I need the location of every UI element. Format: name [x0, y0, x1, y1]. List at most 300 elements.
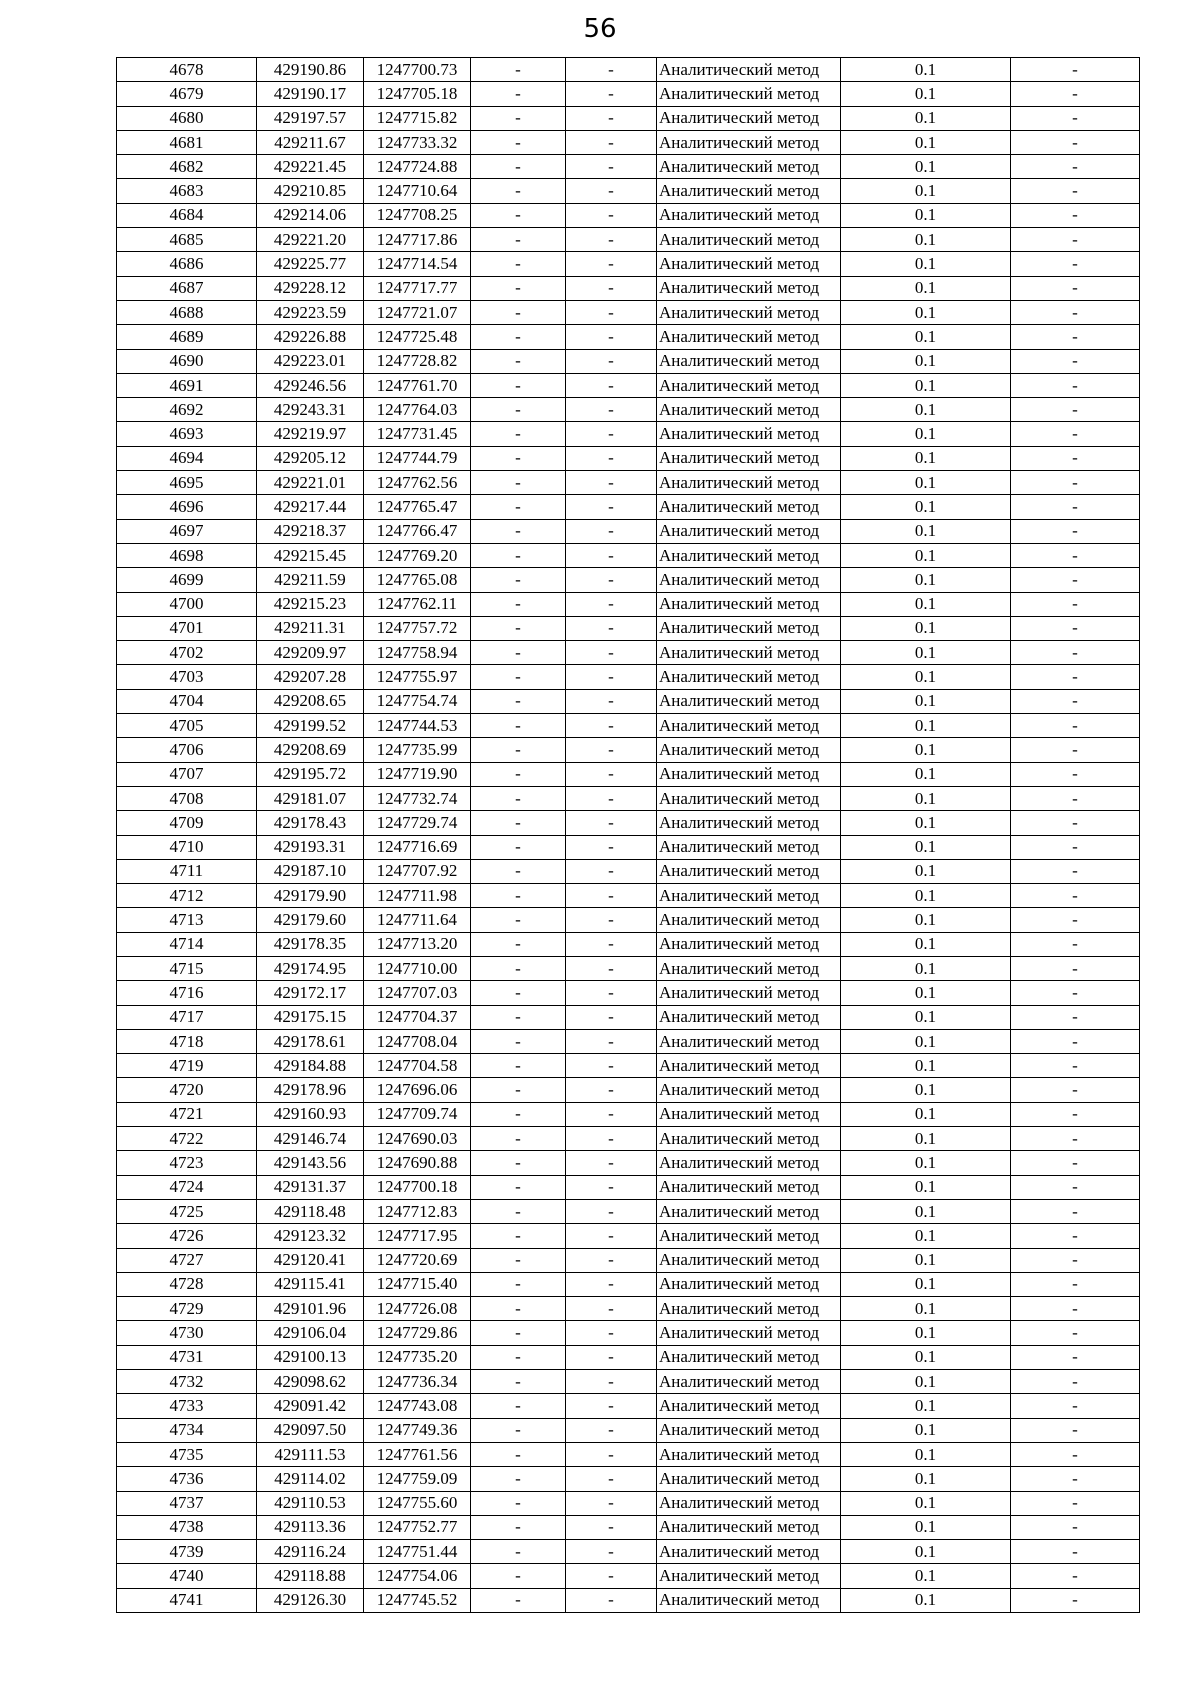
- x-coordinate-cell: 429243.31: [257, 398, 364, 422]
- y-coordinate-cell: 1247765.47: [364, 495, 471, 519]
- point-number-cell: 4730: [117, 1321, 257, 1345]
- x-coordinate-cell: 429131.37: [257, 1175, 364, 1199]
- table-row: [117, 130, 1140, 154]
- dash-cell: -: [471, 82, 566, 106]
- dash-cell: -: [471, 276, 566, 300]
- method-cell: Аналитический метод: [657, 519, 841, 543]
- point-number-cell: 4682: [117, 155, 257, 179]
- precision-cell: 0.1: [841, 1175, 1011, 1199]
- dash-cell: -: [471, 811, 566, 835]
- dash-cell: -: [471, 1442, 566, 1466]
- dash-cell: -: [1011, 1248, 1140, 1272]
- dash-cell: -: [1011, 1029, 1140, 1053]
- table-row: [117, 1418, 1140, 1442]
- dash-cell: -: [566, 228, 657, 252]
- table-row: [117, 568, 1140, 592]
- dash-cell: -: [471, 1370, 566, 1394]
- y-coordinate-cell: 1247725.48: [364, 325, 471, 349]
- precision-cell: 0.1: [841, 859, 1011, 883]
- method-cell: Аналитический метод: [657, 373, 841, 397]
- x-coordinate-cell: 429219.97: [257, 422, 364, 446]
- table-row: [117, 495, 1140, 519]
- dash-cell: -: [1011, 1054, 1140, 1078]
- x-coordinate-cell: 429178.96: [257, 1078, 364, 1102]
- dash-cell: -: [566, 1199, 657, 1223]
- dash-cell: -: [471, 1029, 566, 1053]
- table-row: [117, 616, 1140, 640]
- table-row: [117, 1297, 1140, 1321]
- dash-cell: -: [471, 373, 566, 397]
- dash-cell: -: [566, 1151, 657, 1175]
- table-row: [117, 1588, 1140, 1612]
- table-row: [117, 1370, 1140, 1394]
- dash-cell: -: [566, 349, 657, 373]
- method-cell: Аналитический метод: [657, 859, 841, 883]
- dash-cell: -: [566, 592, 657, 616]
- method-cell: Аналитический метод: [657, 543, 841, 567]
- x-coordinate-cell: 429178.43: [257, 811, 364, 835]
- dash-cell: -: [471, 908, 566, 932]
- dash-cell: -: [471, 422, 566, 446]
- table-row: [117, 1540, 1140, 1564]
- method-cell: Аналитический метод: [657, 884, 841, 908]
- precision-cell: 0.1: [841, 373, 1011, 397]
- dash-cell: -: [1011, 786, 1140, 810]
- y-coordinate-cell: 1247719.90: [364, 762, 471, 786]
- method-cell: Аналитический метод: [657, 471, 841, 495]
- dash-cell: -: [471, 325, 566, 349]
- dash-cell: -: [471, 762, 566, 786]
- table-row: [117, 543, 1140, 567]
- y-coordinate-cell: 1247704.58: [364, 1054, 471, 1078]
- x-coordinate-cell: 429246.56: [257, 373, 364, 397]
- dash-cell: -: [471, 616, 566, 640]
- x-coordinate-cell: 429215.23: [257, 592, 364, 616]
- y-coordinate-cell: 1247759.09: [364, 1467, 471, 1491]
- table-row: [117, 1005, 1140, 1029]
- x-coordinate-cell: 429225.77: [257, 252, 364, 276]
- y-coordinate-cell: 1247711.98: [364, 884, 471, 908]
- point-number-cell: 4683: [117, 179, 257, 203]
- table-row: [117, 1127, 1140, 1151]
- method-cell: Аналитический метод: [657, 300, 841, 324]
- precision-cell: 0.1: [841, 1127, 1011, 1151]
- point-number-cell: 4726: [117, 1224, 257, 1248]
- dash-cell: -: [1011, 82, 1140, 106]
- dash-cell: -: [471, 1127, 566, 1151]
- dash-cell: -: [471, 1248, 566, 1272]
- table-row: [117, 1151, 1140, 1175]
- y-coordinate-cell: 1247758.94: [364, 641, 471, 665]
- precision-cell: 0.1: [841, 689, 1011, 713]
- dash-cell: -: [566, 1442, 657, 1466]
- method-cell: Аналитический метод: [657, 82, 841, 106]
- y-coordinate-cell: 1247713.20: [364, 932, 471, 956]
- x-coordinate-cell: 429181.07: [257, 786, 364, 810]
- dash-cell: -: [471, 956, 566, 980]
- y-coordinate-cell: 1247704.37: [364, 1005, 471, 1029]
- method-cell: Аналитический метод: [657, 130, 841, 154]
- point-number-cell: 4735: [117, 1442, 257, 1466]
- precision-cell: 0.1: [841, 82, 1011, 106]
- method-cell: Аналитический метод: [657, 495, 841, 519]
- dash-cell: -: [1011, 1127, 1140, 1151]
- y-coordinate-cell: 1247710.64: [364, 179, 471, 203]
- precision-cell: 0.1: [841, 811, 1011, 835]
- table-row: [117, 665, 1140, 689]
- dash-cell: -: [471, 1467, 566, 1491]
- x-coordinate-cell: 429120.41: [257, 1248, 364, 1272]
- dash-cell: -: [471, 58, 566, 82]
- method-cell: Аналитический метод: [657, 1491, 841, 1515]
- point-number-cell: 4694: [117, 446, 257, 470]
- method-cell: Аналитический метод: [657, 203, 841, 227]
- method-cell: Аналитический метод: [657, 689, 841, 713]
- precision-cell: 0.1: [841, 543, 1011, 567]
- y-coordinate-cell: 1247705.18: [364, 82, 471, 106]
- method-cell: Аналитический метод: [657, 786, 841, 810]
- precision-cell: 0.1: [841, 908, 1011, 932]
- dash-cell: -: [471, 884, 566, 908]
- precision-cell: 0.1: [841, 714, 1011, 738]
- point-number-cell: 4739: [117, 1540, 257, 1564]
- method-cell: Аналитический метод: [657, 1005, 841, 1029]
- y-coordinate-cell: 1247762.11: [364, 592, 471, 616]
- dash-cell: -: [1011, 1418, 1140, 1442]
- point-number-cell: 4741: [117, 1588, 257, 1612]
- dash-cell: -: [566, 738, 657, 762]
- dash-cell: -: [1011, 543, 1140, 567]
- dash-cell: -: [566, 1588, 657, 1612]
- point-number-cell: 4719: [117, 1054, 257, 1078]
- dash-cell: -: [471, 665, 566, 689]
- dash-cell: -: [471, 592, 566, 616]
- dash-cell: -: [566, 58, 657, 82]
- dash-cell: -: [1011, 1102, 1140, 1126]
- y-coordinate-cell: 1247731.45: [364, 422, 471, 446]
- x-coordinate-cell: 429098.62: [257, 1370, 364, 1394]
- x-coordinate-cell: 429205.12: [257, 446, 364, 470]
- dash-cell: -: [566, 543, 657, 567]
- y-coordinate-cell: 1247708.25: [364, 203, 471, 227]
- dash-cell: -: [1011, 1078, 1140, 1102]
- dash-cell: -: [471, 641, 566, 665]
- point-number-cell: 4703: [117, 665, 257, 689]
- dash-cell: -: [566, 835, 657, 859]
- table-row: [117, 859, 1140, 883]
- precision-cell: 0.1: [841, 276, 1011, 300]
- dash-cell: -: [566, 1540, 657, 1564]
- dash-cell: -: [566, 82, 657, 106]
- method-cell: Аналитический метод: [657, 106, 841, 130]
- precision-cell: 0.1: [841, 471, 1011, 495]
- dash-cell: -: [566, 1272, 657, 1296]
- point-number-cell: 4740: [117, 1564, 257, 1588]
- dash-cell: -: [1011, 155, 1140, 179]
- table-row: [117, 58, 1140, 82]
- y-coordinate-cell: 1247728.82: [364, 349, 471, 373]
- dash-cell: -: [471, 471, 566, 495]
- table-row: [117, 1345, 1140, 1369]
- precision-cell: 0.1: [841, 446, 1011, 470]
- dash-cell: -: [471, 1564, 566, 1588]
- dash-cell: -: [566, 714, 657, 738]
- point-number-cell: 4709: [117, 811, 257, 835]
- dash-cell: -: [566, 130, 657, 154]
- method-cell: Аналитический метод: [657, 1029, 841, 1053]
- dash-cell: -: [471, 1394, 566, 1418]
- precision-cell: 0.1: [841, 1345, 1011, 1369]
- point-number-cell: 4724: [117, 1175, 257, 1199]
- dash-cell: -: [471, 495, 566, 519]
- table-row: [117, 689, 1140, 713]
- y-coordinate-cell: 1247720.69: [364, 1248, 471, 1272]
- method-cell: Аналитический метод: [657, 1078, 841, 1102]
- point-number-cell: 4706: [117, 738, 257, 762]
- dash-cell: -: [566, 641, 657, 665]
- table-row: [117, 956, 1140, 980]
- x-coordinate-cell: 429101.96: [257, 1297, 364, 1321]
- y-coordinate-cell: 1247745.52: [364, 1588, 471, 1612]
- precision-cell: 0.1: [841, 738, 1011, 762]
- method-cell: Аналитический метод: [657, 1224, 841, 1248]
- point-number-cell: 4679: [117, 82, 257, 106]
- y-coordinate-cell: 1247708.04: [364, 1029, 471, 1053]
- point-number-cell: 4697: [117, 519, 257, 543]
- x-coordinate-cell: 429210.85: [257, 179, 364, 203]
- x-coordinate-cell: 429178.35: [257, 932, 364, 956]
- dash-cell: -: [1011, 1321, 1140, 1345]
- x-coordinate-cell: 429211.67: [257, 130, 364, 154]
- x-coordinate-cell: 429217.44: [257, 495, 364, 519]
- dash-cell: -: [1011, 58, 1140, 82]
- method-cell: Аналитический метод: [657, 1564, 841, 1588]
- method-cell: Аналитический метод: [657, 908, 841, 932]
- dash-cell: -: [471, 859, 566, 883]
- dash-cell: -: [471, 155, 566, 179]
- x-coordinate-cell: 429174.95: [257, 956, 364, 980]
- point-number-cell: 4718: [117, 1029, 257, 1053]
- point-number-cell: 4707: [117, 762, 257, 786]
- dash-cell: -: [1011, 568, 1140, 592]
- point-number-cell: 4680: [117, 106, 257, 130]
- x-coordinate-cell: 429228.12: [257, 276, 364, 300]
- table-row: [117, 908, 1140, 932]
- point-number-cell: 4716: [117, 981, 257, 1005]
- precision-cell: 0.1: [841, 884, 1011, 908]
- dash-cell: -: [1011, 859, 1140, 883]
- precision-cell: 0.1: [841, 1370, 1011, 1394]
- dash-cell: -: [1011, 228, 1140, 252]
- x-coordinate-cell: 429211.59: [257, 568, 364, 592]
- y-coordinate-cell: 1247755.60: [364, 1491, 471, 1515]
- precision-cell: 0.1: [841, 956, 1011, 980]
- point-number-cell: 4713: [117, 908, 257, 932]
- x-coordinate-cell: 429223.59: [257, 300, 364, 324]
- precision-cell: 0.1: [841, 1418, 1011, 1442]
- dash-cell: -: [471, 1418, 566, 1442]
- dash-cell: -: [566, 300, 657, 324]
- y-coordinate-cell: 1247715.82: [364, 106, 471, 130]
- method-cell: Аналитический метод: [657, 276, 841, 300]
- point-number-cell: 4715: [117, 956, 257, 980]
- table-row: [117, 1321, 1140, 1345]
- coordinates-table: [116, 57, 1140, 1613]
- dash-cell: -: [1011, 106, 1140, 130]
- precision-cell: 0.1: [841, 1394, 1011, 1418]
- precision-cell: 0.1: [841, 1248, 1011, 1272]
- dash-cell: -: [566, 422, 657, 446]
- dash-cell: -: [471, 786, 566, 810]
- method-cell: Аналитический метод: [657, 1321, 841, 1345]
- precision-cell: 0.1: [841, 58, 1011, 82]
- table-row: [117, 276, 1140, 300]
- dash-cell: -: [566, 1127, 657, 1151]
- method-cell: Аналитический метод: [657, 1151, 841, 1175]
- dash-cell: -: [471, 179, 566, 203]
- dash-cell: -: [1011, 1491, 1140, 1515]
- precision-cell: 0.1: [841, 592, 1011, 616]
- dash-cell: -: [566, 1515, 657, 1539]
- method-cell: Аналитический метод: [657, 762, 841, 786]
- dash-cell: -: [566, 398, 657, 422]
- dash-cell: -: [566, 471, 657, 495]
- dash-cell: -: [471, 349, 566, 373]
- precision-cell: 0.1: [841, 1054, 1011, 1078]
- x-coordinate-cell: 429175.15: [257, 1005, 364, 1029]
- dash-cell: -: [566, 956, 657, 980]
- precision-cell: 0.1: [841, 641, 1011, 665]
- dash-cell: -: [471, 1540, 566, 1564]
- x-coordinate-cell: 429110.53: [257, 1491, 364, 1515]
- dash-cell: -: [566, 1394, 657, 1418]
- x-coordinate-cell: 429111.53: [257, 1442, 364, 1466]
- method-cell: Аналитический метод: [657, 1297, 841, 1321]
- table-row: [117, 738, 1140, 762]
- dash-cell: -: [1011, 519, 1140, 543]
- table-row: [117, 592, 1140, 616]
- dash-cell: -: [1011, 325, 1140, 349]
- y-coordinate-cell: 1247761.70: [364, 373, 471, 397]
- x-coordinate-cell: 429199.52: [257, 714, 364, 738]
- x-coordinate-cell: 429187.10: [257, 859, 364, 883]
- y-coordinate-cell: 1247711.64: [364, 908, 471, 932]
- y-coordinate-cell: 1247716.69: [364, 835, 471, 859]
- point-number-cell: 4696: [117, 495, 257, 519]
- dash-cell: -: [471, 543, 566, 567]
- method-cell: Аналитический метод: [657, 1370, 841, 1394]
- dash-cell: -: [471, 714, 566, 738]
- point-number-cell: 4695: [117, 471, 257, 495]
- y-coordinate-cell: 1247755.97: [364, 665, 471, 689]
- dash-cell: -: [1011, 1442, 1140, 1466]
- y-coordinate-cell: 1247724.88: [364, 155, 471, 179]
- y-coordinate-cell: 1247749.36: [364, 1418, 471, 1442]
- dash-cell: -: [1011, 1588, 1140, 1612]
- point-number-cell: 4681: [117, 130, 257, 154]
- point-number-cell: 4717: [117, 1005, 257, 1029]
- x-coordinate-cell: 429179.90: [257, 884, 364, 908]
- method-cell: Аналитический метод: [657, 714, 841, 738]
- dash-cell: -: [471, 1272, 566, 1296]
- precision-cell: 0.1: [841, 325, 1011, 349]
- dash-cell: -: [1011, 835, 1140, 859]
- dash-cell: -: [566, 908, 657, 932]
- dash-cell: -: [471, 1491, 566, 1515]
- precision-cell: 0.1: [841, 106, 1011, 130]
- x-coordinate-cell: 429126.30: [257, 1588, 364, 1612]
- table-row: [117, 325, 1140, 349]
- method-cell: Аналитический метод: [657, 422, 841, 446]
- y-coordinate-cell: 1247765.08: [364, 568, 471, 592]
- dash-cell: -: [566, 884, 657, 908]
- precision-cell: 0.1: [841, 179, 1011, 203]
- dash-cell: -: [566, 1370, 657, 1394]
- precision-cell: 0.1: [841, 1078, 1011, 1102]
- page-number: 56: [583, 14, 617, 44]
- point-number-cell: 4708: [117, 786, 257, 810]
- x-coordinate-cell: 429160.93: [257, 1102, 364, 1126]
- method-cell: Аналитический метод: [657, 1175, 841, 1199]
- dash-cell: -: [566, 252, 657, 276]
- y-coordinate-cell: 1247766.47: [364, 519, 471, 543]
- y-coordinate-cell: 1247729.74: [364, 811, 471, 835]
- y-coordinate-cell: 1247735.20: [364, 1345, 471, 1369]
- x-coordinate-cell: 429215.45: [257, 543, 364, 567]
- y-coordinate-cell: 1247764.03: [364, 398, 471, 422]
- point-number-cell: 4732: [117, 1370, 257, 1394]
- table-row: [117, 398, 1140, 422]
- y-coordinate-cell: 1247751.44: [364, 1540, 471, 1564]
- precision-cell: 0.1: [841, 495, 1011, 519]
- dash-cell: -: [1011, 665, 1140, 689]
- table-row: [117, 1272, 1140, 1296]
- dash-cell: -: [1011, 1005, 1140, 1029]
- y-coordinate-cell: 1247757.72: [364, 616, 471, 640]
- method-cell: Аналитический метод: [657, 252, 841, 276]
- dash-cell: -: [1011, 1540, 1140, 1564]
- x-coordinate-cell: 429118.48: [257, 1199, 364, 1223]
- precision-cell: 0.1: [841, 1540, 1011, 1564]
- dash-cell: -: [566, 1345, 657, 1369]
- table-row: [117, 1175, 1140, 1199]
- method-cell: Аналитический метод: [657, 1588, 841, 1612]
- y-coordinate-cell: 1247690.03: [364, 1127, 471, 1151]
- dash-cell: -: [471, 446, 566, 470]
- precision-cell: 0.1: [841, 1321, 1011, 1345]
- dash-cell: -: [471, 689, 566, 713]
- dash-cell: -: [471, 130, 566, 154]
- dash-cell: -: [1011, 762, 1140, 786]
- table-row: [117, 835, 1140, 859]
- precision-cell: 0.1: [841, 130, 1011, 154]
- dash-cell: -: [566, 1248, 657, 1272]
- dash-cell: -: [566, 1224, 657, 1248]
- x-coordinate-cell: 429190.17: [257, 82, 364, 106]
- y-coordinate-cell: 1247733.32: [364, 130, 471, 154]
- dash-cell: -: [566, 1418, 657, 1442]
- x-coordinate-cell: 429123.32: [257, 1224, 364, 1248]
- x-coordinate-cell: 429097.50: [257, 1418, 364, 1442]
- y-coordinate-cell: 1247717.86: [364, 228, 471, 252]
- dash-cell: -: [1011, 398, 1140, 422]
- table-row: [117, 1442, 1140, 1466]
- precision-cell: 0.1: [841, 1467, 1011, 1491]
- method-cell: Аналитический метод: [657, 1442, 841, 1466]
- precision-cell: 0.1: [841, 835, 1011, 859]
- table-row: [117, 714, 1140, 738]
- y-coordinate-cell: 1247726.08: [364, 1297, 471, 1321]
